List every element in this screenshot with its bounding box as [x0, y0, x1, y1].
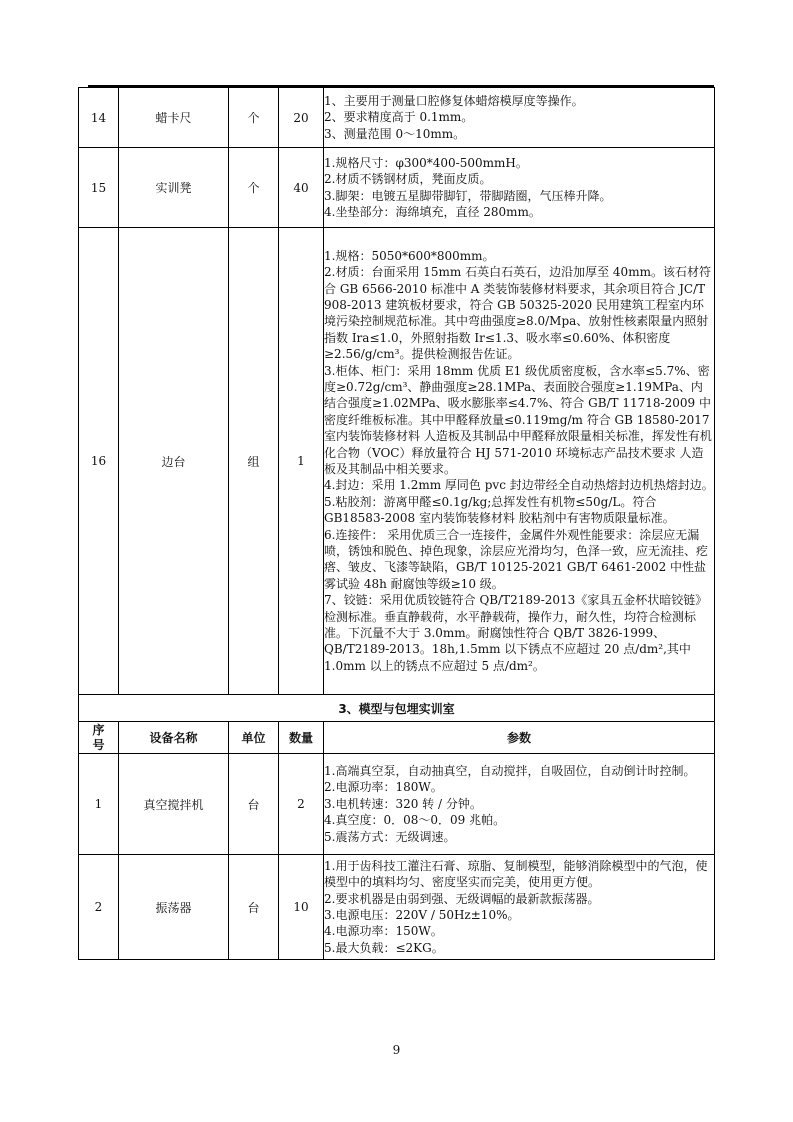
header-params: 参数 [324, 722, 715, 754]
header-no-line: 序 [92, 722, 105, 737]
equipment-params [324, 88, 715, 148]
param-line: 1.高端真空泵，自动抽真空，自动搅拌，自吸固位，自动倒计时控制。 [324, 763, 696, 778]
header-name: 设备名称 [119, 722, 229, 754]
header-no [79, 722, 119, 754]
param-line: 4.真空度：0．08～0．09 兆帕。 [324, 813, 506, 828]
param-line: 2.材质不锈钢材质，凳面皮质。 [324, 172, 492, 187]
section-title: 3、模型与包埋实训室 [79, 695, 715, 722]
header-qty: 数量 [279, 722, 324, 754]
equipment-qty: 1 [279, 228, 324, 695]
row-number: 2 [79, 855, 119, 960]
row-number: 14 [79, 88, 119, 148]
param-line: 2.电源功率：180W。 [324, 780, 443, 795]
equipment-unit: 个 [229, 148, 279, 228]
param-line: 2.材质：台面采用 15mm 石英白石英石，边沿加厚至 40mm。该石材符合 GB 6566-2010 标准中 A 类装饰装修材料要求，其余项目符合 JC/T 908-2013 建筑板材要求，符合 GB 50325-2020 民用建筑工程室内环境污染控制规范标准。其中弯曲强度≥8.0/Mpa、放射性核素限量内照射指数 Ira≤1.0，外照射指数 Ir≤1.3、吸水率≤0.60%、体积密度≥2.56/g/cm³。提供检测报告佐证。 [324, 265, 711, 362]
row-number: 1 [79, 754, 119, 855]
equipment-name: 真空搅拌机 [119, 754, 229, 855]
table-row [79, 228, 715, 695]
table-row [79, 754, 715, 855]
param-line: 5.粘胶剂：游离甲醛≤0.1g/kg;总挥发性有机物≤50g/L。符合 GB18583-2008 室内装饰装修材料 胶粘剂中有害物质限量标准。 [324, 494, 675, 526]
equipment-unit: 个 [229, 88, 279, 148]
param-line: 2、要求精度高于 0.1mm。 [324, 110, 474, 125]
param-line: 6.连接件： 采用优质三合一连接件，金属件外观性能要求：涂层应无漏喷，锈蚀和脱色、掉色现象，涂层应光滑均匀，色泽一致，应无流挂、疙瘩、皱皮、飞漆等缺陷，GB/T 10125-2021 GB/T 6461-2002 中性盐雾试验 48h 耐腐蚀等级≥10 级。 [324, 527, 709, 591]
param-line: 1.规格：5050*600*800mm。 [324, 248, 495, 263]
section-row [79, 695, 715, 722]
param-line: 4.封边：采用 1.2mm 厚同色 pvc 封边带经全自动热熔封边机热熔封边。 [324, 478, 714, 493]
param-line: 1.规格尺寸：φ300*400-500mmH。 [324, 155, 528, 170]
equipment-params [324, 855, 715, 960]
equipment-unit: 台 [229, 855, 279, 960]
row-number: 15 [79, 148, 119, 228]
table-header [79, 722, 715, 754]
param-line: 1、主要用于测量口腔修复体蜡熔模厚度等操作。 [324, 93, 584, 108]
table-row [79, 88, 715, 148]
param-line: 3.柜体、柜门：采用 18mm 优质 E1 级优质密度板，含水率≤5.7%、密度≥0.72g/cm³、静曲强度≥28.1MPa、表面胶合强度≥1.19MPa、内结合强度≥1.02MPa、吸水膨胀率≤4.7%、符合 GB/T 11718-2009 中密度纤维板标准。其中甲醛释放量≤0.119mg/m 符合 GB 18580-2017 室内装饰装修材料 人造板及其制品中甲醛释放限量相关标准，挥发性有机化合物（VOC）释放量符合 HJ 571-2010 环境标志产品技术要求 人造板及其制品中相关要求。 [324, 363, 712, 476]
equipment-qty: 20 [279, 88, 324, 148]
equipment-params [324, 228, 715, 695]
equipment-params [324, 754, 715, 855]
equipment-name: 边台 [119, 228, 229, 695]
param-line: 3.电源电压：220V / 50Hz±10%。 [324, 908, 520, 922]
table-row [79, 855, 715, 960]
header-no-line: 号 [92, 737, 105, 752]
page-number: 9 [392, 1043, 401, 1057]
equipment-qty: 40 [279, 148, 324, 228]
header-unit: 单位 [229, 722, 279, 754]
equipment-name: 蜡卡尺 [119, 88, 229, 148]
equipment-name: 振荡器 [119, 855, 229, 960]
param-line: 5.最大负载：≤2KG。 [324, 940, 444, 955]
param-line: 7、铰链：采用优质铰链符合 QB/T2189-2013《家具五金杯状暗铰链》检测标准。垂直静载荷，水平静载荷，操作力，耐久性，均符合检测标准。下沉量不大于 3.0mm。耐腐蚀性符合 QB/T 3826-1999、QB/T2189-2013。18h,1.5mm 以下锈点不应超过 20 点/dm²,其中 1.0mm 以上的锈点不应超过 5 点/dm²。 [324, 593, 708, 673]
equipment-table [78, 87, 715, 960]
param-line: 4.坐垫部分：海绵填充，直径 280mm。 [324, 204, 541, 219]
param-line: 3.电机转速：320 转 / 分钟。 [324, 796, 482, 811]
equipment-qty: 10 [279, 855, 324, 960]
param-line: 2.要求机器是由弱到强、无级调幅的最新款振荡器。 [324, 891, 600, 906]
param-line: 3、测量范围 0～10mm。 [324, 126, 466, 141]
param-line: 4.电源功率：150W。 [324, 924, 443, 939]
table-row [79, 148, 715, 228]
param-line: 5.震荡方式：无级调速。 [324, 829, 456, 844]
equipment-qty: 2 [279, 754, 324, 855]
param-line: 3.脚架：电镀五星脚带脚钉，带脚踏圈，气压棒升降。 [324, 188, 612, 203]
row-number: 16 [79, 228, 119, 695]
equipment-params [324, 148, 715, 228]
equipment-name: 实训凳 [119, 148, 229, 228]
equipment-unit: 台 [229, 754, 279, 855]
param-line: 1.用于齿科技工灌注石膏、琼脂、复制模型，能够消除模型中的气泡，使模型中的填料均匀、密度坚实而完美，使用更方便。 [324, 858, 708, 890]
equipment-unit: 组 [229, 228, 279, 695]
